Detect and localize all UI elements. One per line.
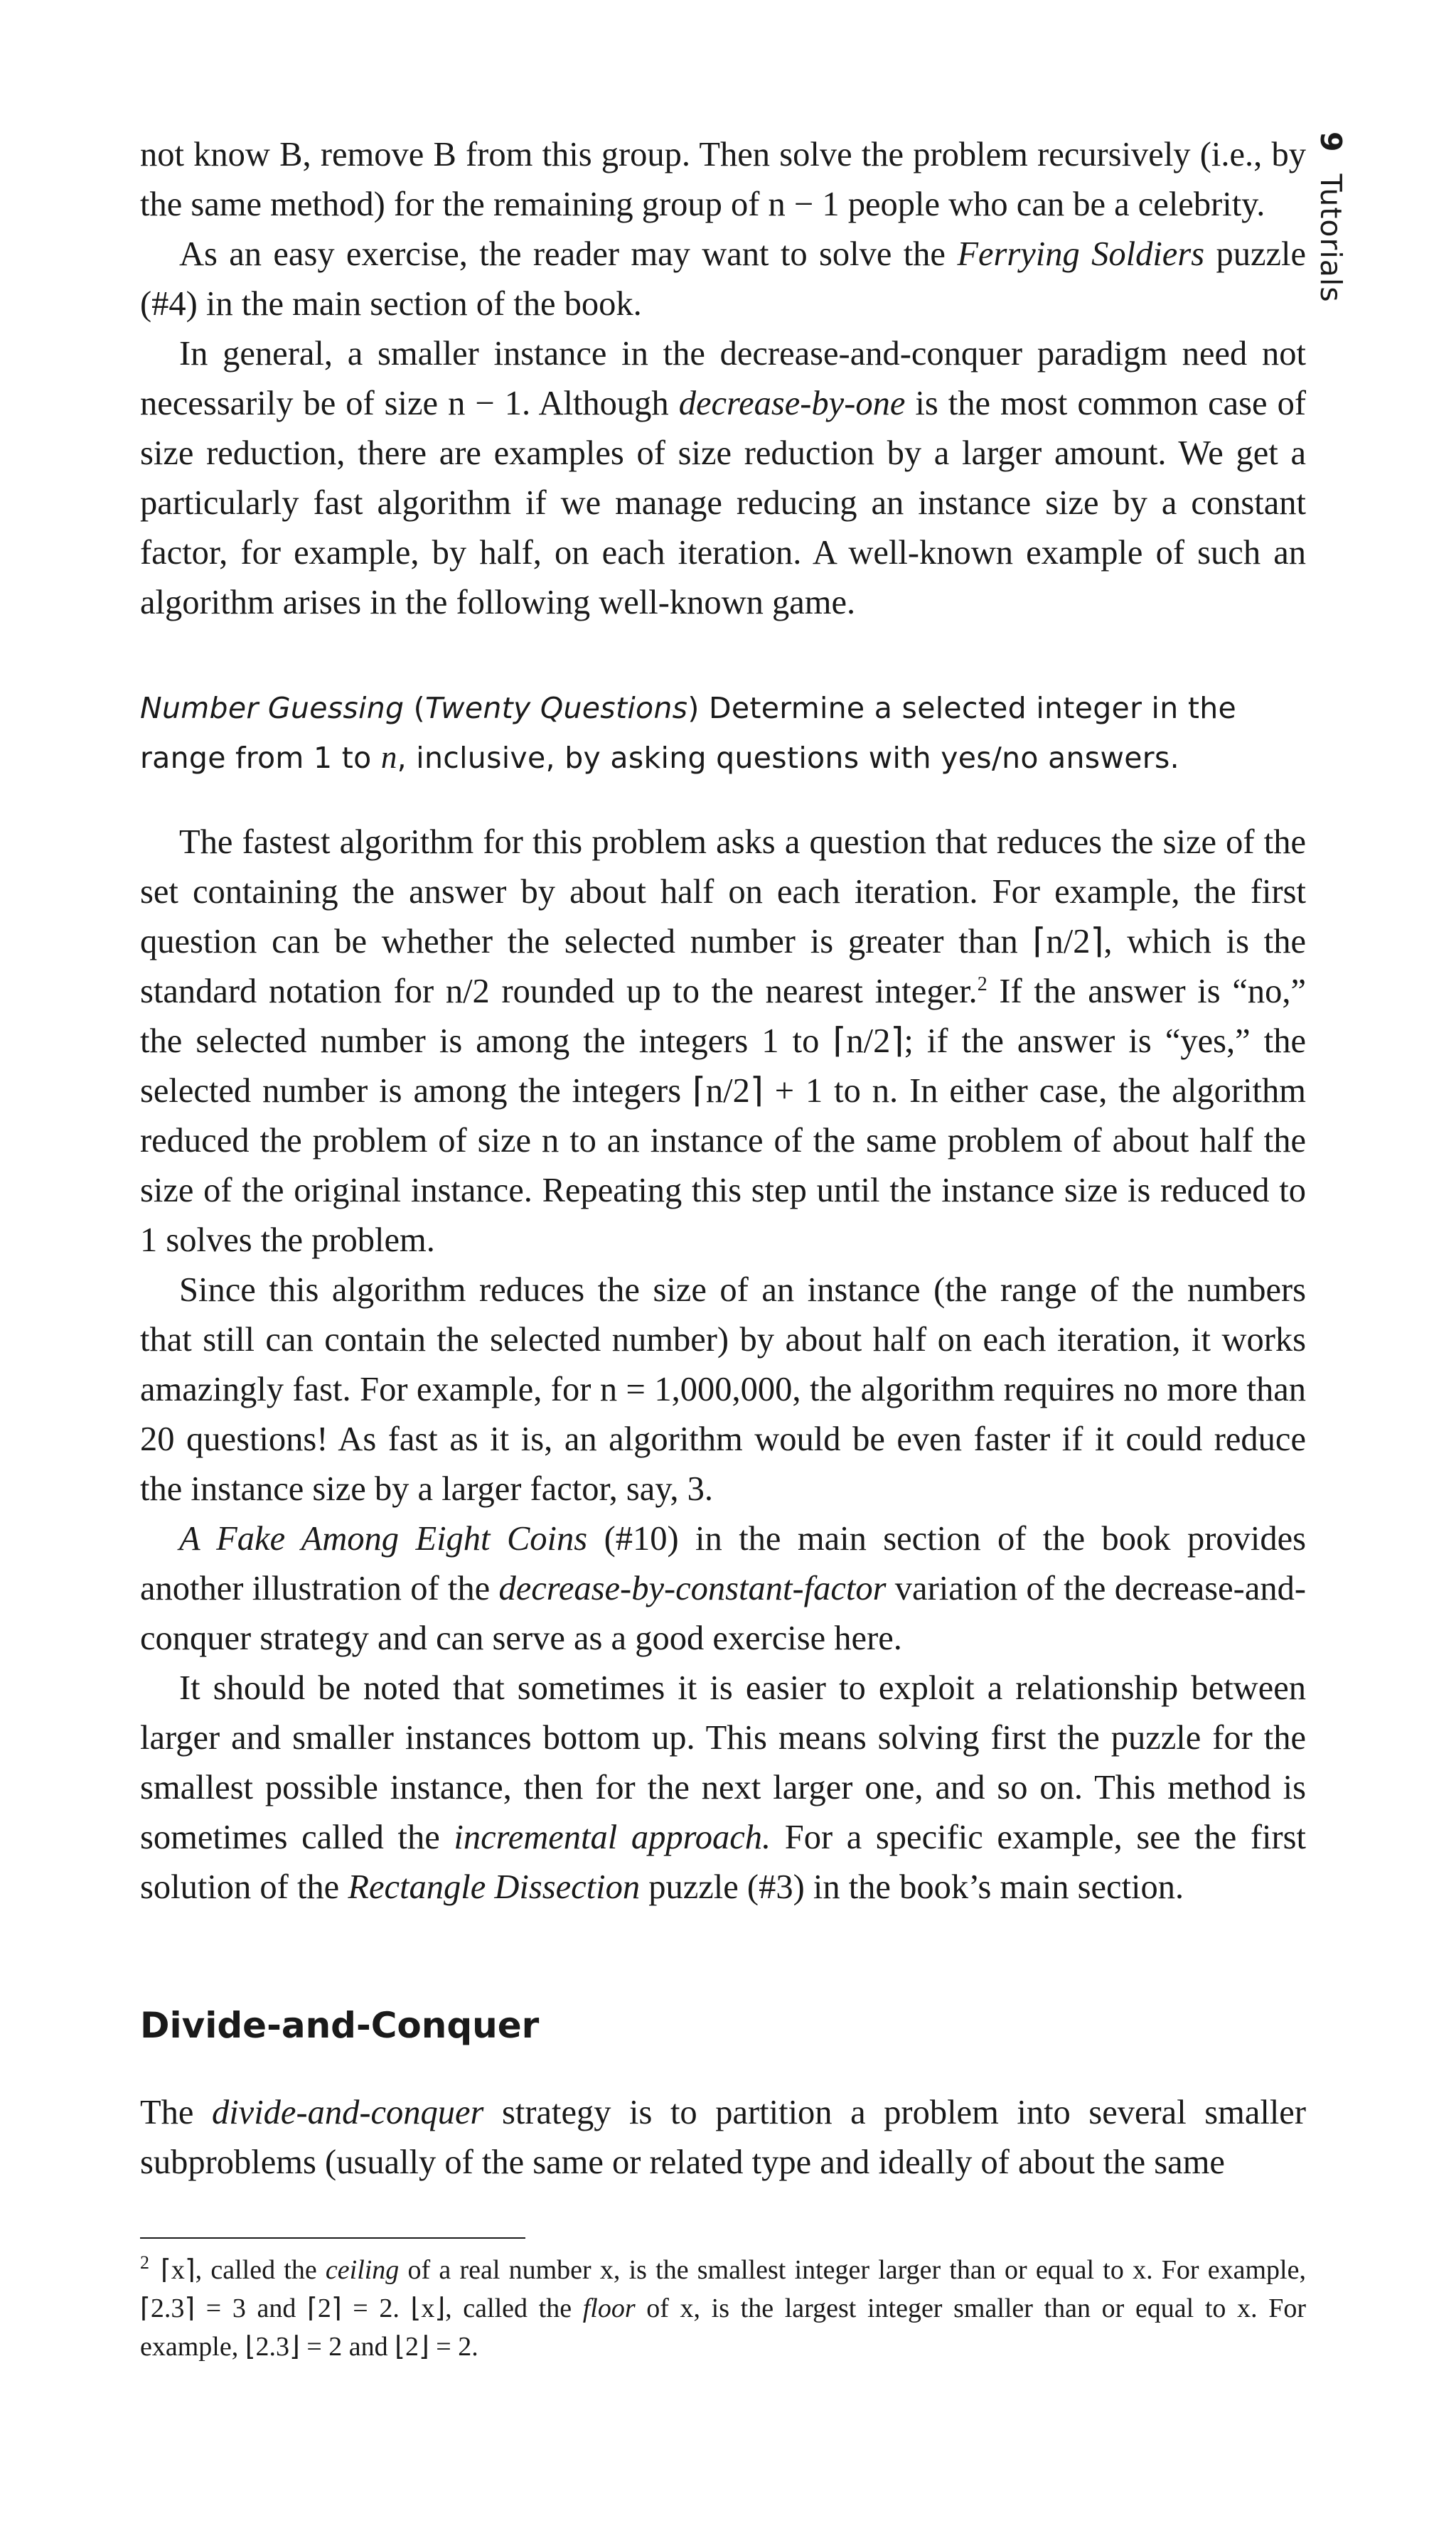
emphasis: ceiling [325,2255,400,2285]
paragraph-text: For a specific example, see the first solution of the [140,1819,1306,1906]
paragraph-text: is the most common case of size reduction, there are examples of size reduction by a larger amount. We get a particularly fast algorithm if we manage reducing an instance size by a constant factor, for example, by half, on each iteration. A well-known example of such an algorithm arises in the following well-known game. [140,385,1307,621]
paragraph-text: As an easy exercise, the reader may want to solve the [179,235,958,273]
paragraph-text: It should be noted that sometimes it is easier to exploit a relationship between larger and smaller instances bottom up. This means solving first the puzzle for the smallest possible instance, then for the next larger one, and so on. This method is sometimes called the [140,1669,1306,1856]
footnote-text: of a real number x, is the smallest integer larger than or equal to x. For example, ⌈2.3⌉ = 3 and ⌈2⌉ = 2. ⌊x⌋, called the [140,2255,1306,2323]
footnote-reference[interactable]: 2 [977,973,987,995]
callout-text: , inclusive, by asking questions with yes/no answers. [397,741,1179,775]
footnote-marker: 2 [140,2252,149,2274]
callout-subtitle: Twenty Questions [424,691,688,725]
footnote [140,2251,1306,2366]
paragraph-text: puzzle (#4) in the main section of the book. [140,235,1306,323]
emphasis: floor [582,2293,636,2323]
paragraph: not know B, remove B from this group. Then solve the problem recursively (i.e., by the same method) for the remaining group of n − 1 people who can be a celebrity. [140,136,1306,223]
section-heading: Divide-and-Conquer [140,2005,540,2046]
footnote-text: of x, is the largest integer smaller than or equal to x. For example, ⌊2.3⌋ = 2 and ⌊2⌋ = 2. [140,2293,1306,2362]
paragraph [140,1664,1306,1912]
emphasis: decrease-by-constant-factor [498,1570,887,1607]
paragraph-text: (#10) in the main section of the book provides another illustration of the [140,1520,1306,1607]
paragraph: Since this algorithm reduces the size of an instance (the range of the numbers that still can contain the selected number) by about half on each iteration, it works amazingly fast. For example, for n = 1,000,000, the algorithm requires no more than 20 questions! As fast as it is, an algorithm would be even faster if it could reduce the instance size by a larger factor, say, 3. [140,1271,1306,1508]
paragraph-text: variation of the decrease-and-conquer strategy and can serve as a good exercise here. [140,1570,1306,1657]
callout-paren: ) [687,691,700,725]
callout-variable: n [380,739,397,775]
text-block-3 [140,2088,1306,2188]
chapter-title: Tutorials [1314,173,1348,303]
puzzle-title: Ferrying Soldiers [957,235,1205,273]
chapter-side-tab [1314,132,1348,303]
puzzle-callout [140,684,1306,783]
emphasis: divide-and-conquer [211,2094,484,2131]
text-block-1 [140,130,1306,628]
paragraph [140,329,1306,628]
callout-text: Determine a selected integer in the range from 1 to [140,691,1237,775]
chapter-number: 9 [1314,132,1348,153]
paragraph-text: puzzle (#3) in the book’s main section. [640,1868,1184,1906]
footnote-divider [140,2237,525,2239]
paragraph [140,2088,1306,2188]
paragraph [140,818,1306,1265]
paragraph-text: If the answer is “no,” the selected number is among the integers 1 to ⌈n/2⌉; if the answer is “yes,” the selected number is among the integers ⌈n/2⌉ + 1 to n. In either case, the algorithm reduced the problem of size n to an instance of the same problem of about half the size of the original instance. Repeating this step until the instance size is reduced to 1 solves the problem. [140,973,1306,1259]
emphasis: decrease-by-one [678,385,906,422]
callout-title: Number Guessing [140,691,405,725]
callout-paren: ( [404,691,425,725]
paragraph [140,1514,1306,1664]
footnote-text: ⌈x⌉, called the [161,2255,326,2285]
puzzle-title: A Fake Among Eight Coins [179,1520,588,1558]
paragraph-text: The fastest algorithm for this problem asks a question that reduces the size of the set containing the answer by about half on each iteration. For example, the first question can be whether the selected number is greater than ⌈n/2⌉, which is the standard notation for n/2 rounded up to the nearest integer. [140,823,1306,1010]
emphasis: incremental approach. [454,1819,771,1856]
paragraph-text: strategy is to partition a problem into several smaller subproblems (usually of the same or related type and ideally of about the same [140,2094,1306,2181]
paragraph-text: The [140,2094,212,2131]
paragraph-text: In general, a smaller instance in the decrease-and-conquer paradigm need not necessarily be of size n − 1. Although [140,335,1306,422]
puzzle-title: Rectangle Dissection [348,1868,641,1906]
paragraph [140,230,1306,329]
text-block-2 [140,818,1306,1912]
